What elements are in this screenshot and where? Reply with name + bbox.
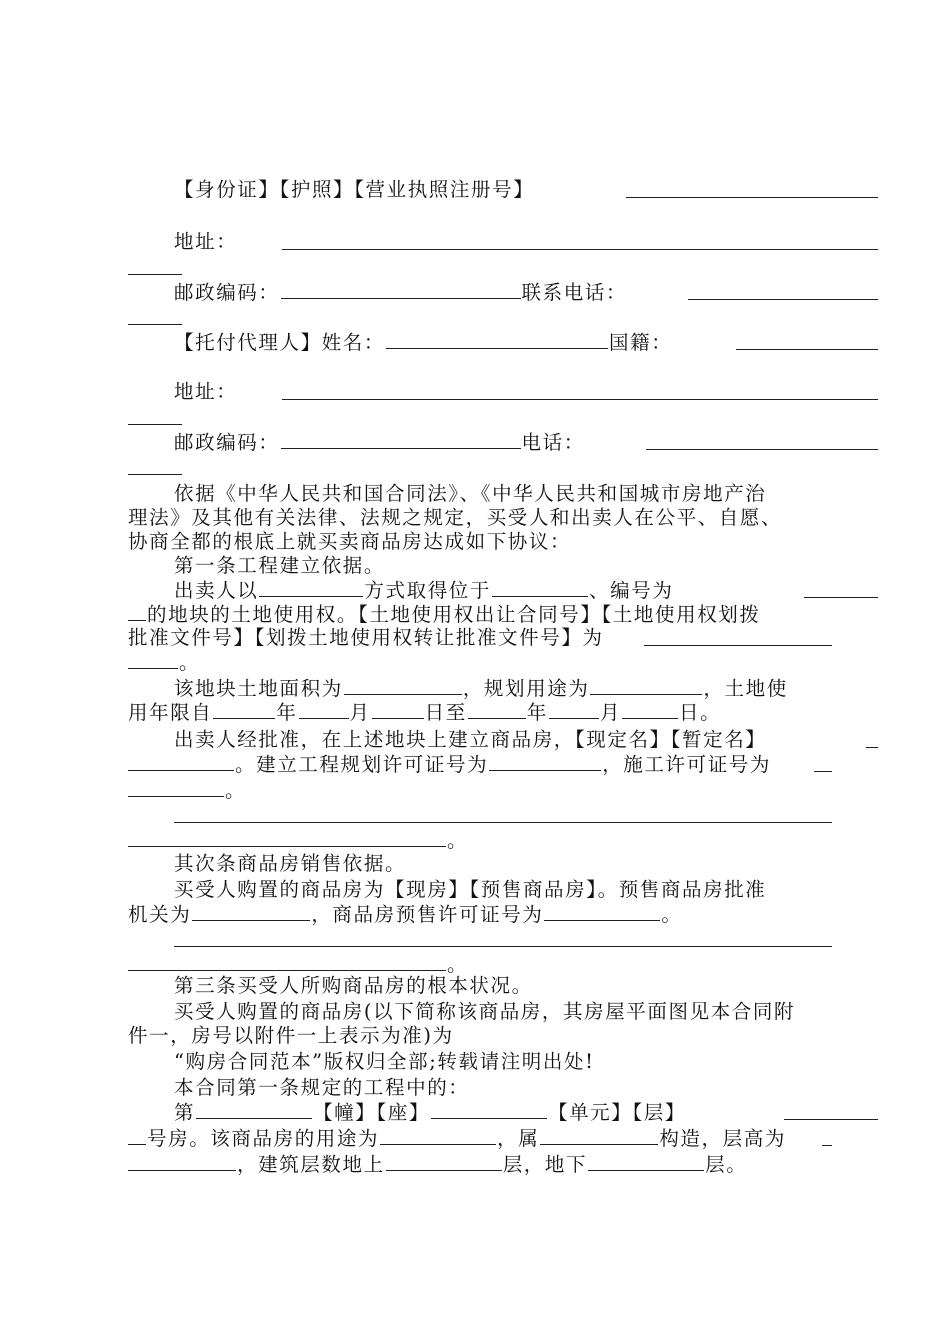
floors-below-field[interactable] xyxy=(588,1152,704,1171)
agent-name-label: 【托付代理人】姓名： xyxy=(174,331,386,354)
article-3-line-3: 本合同第一条规定的工程中的： xyxy=(174,1076,470,1099)
building-label: 【幢】【座】 xyxy=(313,1101,430,1124)
article-3-title: 第三条买受人所购商品房的根本状况。 xyxy=(174,974,533,997)
basis-paragraph-line-1: 依据《中华人民共和国合同法》、《中华人民共和国城市房地产治 xyxy=(174,482,767,505)
plot-number-field[interactable] xyxy=(804,597,878,598)
period-4: 。 xyxy=(661,903,683,926)
article-3-line-2: 件一，房号以附件一上表示为准)为 xyxy=(128,1024,454,1047)
floors-unit-label: 层。 xyxy=(705,1153,748,1176)
agent-line xyxy=(128,330,878,354)
address-field-1[interactable] xyxy=(282,249,878,250)
room-use-label: 号房。该商品房的用途为 xyxy=(147,1127,380,1150)
planned-use-field[interactable] xyxy=(590,676,702,695)
address-line-2 xyxy=(128,380,878,404)
approval-authority-label: 机关为 xyxy=(128,903,192,926)
article-2-line-2 xyxy=(128,902,832,926)
approval-doc-number-continuation[interactable] xyxy=(128,650,178,669)
end-day-field[interactable] xyxy=(622,700,678,719)
build-approval-line-3 xyxy=(128,778,832,802)
approval-doc-text: 批准文件号】【划拨土地使用权转让批准文件号】为 xyxy=(128,626,604,649)
floors-above-field[interactable] xyxy=(386,1152,502,1171)
land-area-line xyxy=(128,676,878,700)
id-documents-label: 【身份证】【护照】【营业执照注册号】 xyxy=(174,178,535,201)
start-day-field[interactable] xyxy=(372,700,424,719)
construction-permit-label: ，施工许可证号为 xyxy=(602,753,772,776)
building-number-field[interactable] xyxy=(196,1100,312,1119)
phone-field-1[interactable] xyxy=(688,299,878,300)
planned-use-label: ，规划用途为 xyxy=(462,677,590,700)
location-field[interactable] xyxy=(492,578,588,597)
unit-number-field[interactable] xyxy=(431,1100,547,1119)
address-field-2[interactable] xyxy=(282,399,878,400)
build-approval-line-2 xyxy=(128,752,832,776)
unit-prefix-label: 第 xyxy=(174,1101,196,1124)
basis-paragraph-line-2: 理法》及其他有关法律、法规之规定，买受人和出卖人在公平、自愿、 xyxy=(128,506,783,529)
address-label-1: 地址： xyxy=(174,230,238,253)
unit-line-1 xyxy=(128,1100,878,1124)
period-5: 。 xyxy=(447,953,469,976)
end-month-field[interactable] xyxy=(549,700,599,719)
year-label-2: 年 xyxy=(526,701,548,724)
plot-number-field-continuation[interactable] xyxy=(128,602,146,621)
land-use-right-text: 的地块的土地使用权。【土地使用权出让合同号】【土地使用权划拨 xyxy=(147,603,761,626)
blank-line-1-end xyxy=(128,828,832,852)
period-2: 。 xyxy=(225,779,247,802)
plot-number-label: 、编号为 xyxy=(589,579,674,602)
article-1-line-1 xyxy=(128,578,878,602)
article-2-title: 其次条商品房销售依据。 xyxy=(174,852,407,875)
construction-permit-continuation[interactable] xyxy=(128,778,224,797)
land-use-term-label: ，土地使 xyxy=(703,677,788,700)
land-term-line xyxy=(128,700,832,724)
article-1-line-4 xyxy=(128,650,832,674)
approval-authority-field[interactable] xyxy=(192,902,310,921)
period-3: 。 xyxy=(447,829,469,852)
blank-line-1[interactable] xyxy=(174,822,832,823)
phone-field-2-continuation xyxy=(128,474,182,475)
acquire-method-field[interactable] xyxy=(259,578,363,597)
day-label-2: 日。 xyxy=(679,701,722,724)
start-month-field[interactable] xyxy=(299,700,349,719)
nationality-label: 国籍： xyxy=(609,331,673,354)
basis-paragraph-line-3: 协商全都的根底上就买卖商品房达成如下协议： xyxy=(128,530,572,553)
id-number-field[interactable] xyxy=(626,197,878,198)
unit-line-3 xyxy=(128,1152,832,1176)
construction-permit-field[interactable] xyxy=(814,771,832,772)
floor-height-continuation[interactable] xyxy=(128,1152,236,1171)
article-1-title: 第一条工程建立依据。 xyxy=(174,554,386,577)
floor-height-label: 构造，层高为 xyxy=(659,1127,786,1150)
room-number-field[interactable] xyxy=(128,1126,146,1145)
end-year-field[interactable] xyxy=(468,700,526,719)
blank-line-2[interactable] xyxy=(174,946,832,947)
day-to-label: 日至 xyxy=(424,701,467,724)
blank-line-1-continuation[interactable] xyxy=(128,828,446,847)
year-label-1: 年 xyxy=(276,701,298,724)
floor-number-field[interactable] xyxy=(784,1119,878,1120)
term-from-label: 用年限自 xyxy=(128,701,213,724)
blank-line-2-continuation[interactable] xyxy=(128,952,446,971)
presale-permit-field[interactable] xyxy=(544,902,660,921)
postcode-label-2: 邮政编码： xyxy=(174,431,280,454)
blank-line-2-end xyxy=(128,952,832,976)
phone-label-2: 电话： xyxy=(521,431,585,454)
id-documents-line xyxy=(128,178,878,202)
month-label-2: 月 xyxy=(599,701,622,724)
land-area-field[interactable] xyxy=(344,676,462,695)
structure-field[interactable] xyxy=(540,1126,658,1145)
room-use-field[interactable] xyxy=(380,1126,496,1145)
land-area-label: 该地块土地面积为 xyxy=(174,677,343,700)
copyright-notice: “购房合同范本”版权归全部;转载请注明出处! xyxy=(174,1050,595,1073)
floors-above-label: ，建筑层数地上 xyxy=(237,1153,385,1176)
floors-below-label: 层，地下 xyxy=(502,1153,588,1176)
floor-height-field[interactable] xyxy=(822,1145,832,1146)
phone-label-1: 联系电话： xyxy=(521,281,628,304)
article-1-line-2 xyxy=(128,602,832,626)
article-1-line-3 xyxy=(128,626,832,650)
seller-method-label: 出卖人以 xyxy=(174,579,259,602)
build-approval-line-1 xyxy=(128,728,878,752)
phone-field-2[interactable] xyxy=(646,449,878,450)
phone-field-1-continuation xyxy=(128,324,182,325)
postcode-phone-line-2 xyxy=(128,430,878,454)
structure-label: ，属 xyxy=(497,1127,540,1150)
planning-permit-field[interactable] xyxy=(489,752,601,771)
article-3-line-1: 买受人购置的商品房(以下简称该商品房，其房屋平面图见本合同附 xyxy=(174,1000,796,1023)
period-1: 。 xyxy=(179,651,201,674)
unit-floor-label: 【单元】【层】 xyxy=(547,1101,686,1124)
unit-line-2 xyxy=(128,1126,832,1150)
build-approval-text: 出卖人经批准，在上述地块上建立商品房，【现定名】【暂定名】 xyxy=(174,728,767,751)
postcode-phone-line-1 xyxy=(128,280,878,304)
project-name-continuation[interactable] xyxy=(128,752,234,771)
article-2-line-1: 买受人购置的商品房为【现房】【预售商品房】。预售商品房批准 xyxy=(174,878,767,901)
agent-name-field[interactable] xyxy=(386,330,608,349)
address-field-2-continuation xyxy=(128,424,182,425)
presale-permit-label: ，商品房预售许可证号为 xyxy=(311,903,544,926)
address-label-2: 地址： xyxy=(174,380,238,403)
month-label-1: 月 xyxy=(349,701,371,724)
planning-permit-label: 。建立工程规划许可证号为 xyxy=(235,753,489,776)
address-line-1 xyxy=(128,230,878,254)
project-name-field[interactable] xyxy=(866,747,878,748)
postcode-label-1: 邮政编码： xyxy=(174,281,280,304)
approval-doc-number-field[interactable] xyxy=(644,645,832,646)
postcode-field-1[interactable] xyxy=(281,280,521,299)
start-year-field[interactable] xyxy=(213,700,275,719)
located-at-label: 方式取得位于 xyxy=(364,579,492,602)
address-field-1-continuation xyxy=(128,274,182,275)
nationality-field[interactable] xyxy=(736,349,878,350)
postcode-field-2[interactable] xyxy=(281,430,521,449)
